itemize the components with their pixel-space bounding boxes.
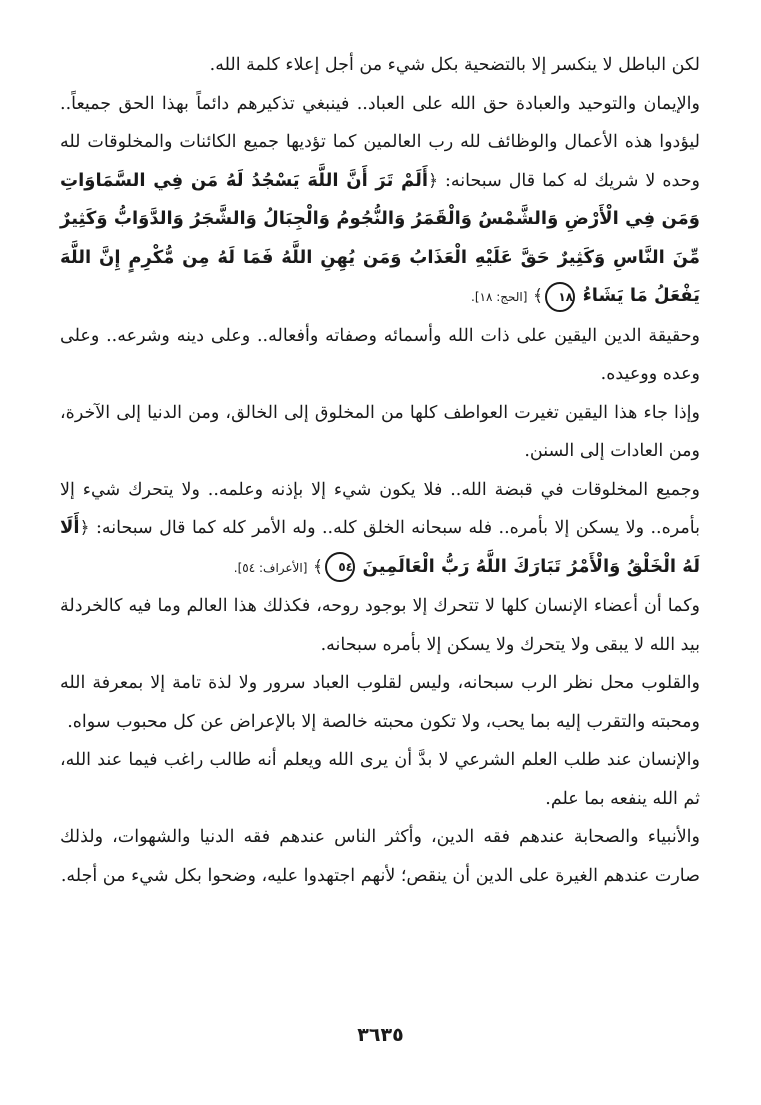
quran-close-bracket: ﴾ [313, 556, 323, 577]
paragraph-text: وكما أن أعضاء الإنسان كلها لا تتحرك إلا بوجود روحه، فكذلك هذا العالم وما فيه كالخردلة بيد الله لا يبقى ولا يتحرك ولا يسكن إلا بأمره سبحانه. [60, 596, 700, 655]
quran-verse: أَلَمْ تَرَ أَنَّ اللَّهَ يَسْجُدُ لَهُ مَن فِي السَّمَاوَاتِ وَمَن فِي الْأَرْضِ وَالشَّمْسُ وَالْقَمَرُ وَالنُّجُومُ وَالْجِبَالُ وَالشَّجَرُ وَالدَّوَابُّ وَكَثِيرٌ مِّنَ النَّاسِ وَكَثِيرٌ حَقَّ عَلَيْهِ الْعَذَابُ وَمَن يُهِنِ اللَّهُ فَمَا لَهُ مِن مُّكْرِمٍ إِنَّ اللَّهَ يَفْعَلُ مَا يَشَاءُ [60, 169, 700, 306]
paragraph [60, 394, 700, 471]
paragraph [60, 85, 700, 317]
paragraph [60, 664, 700, 741]
paragraph-text: والإنسان عند طلب العلم الشرعي لا بدَّ أن يرى الله ويعلم أنه طالب راغب فيما عند الله، ثم الله ينفعه بما علم. [60, 750, 700, 809]
ayah-number-marker: ١٨ [545, 282, 575, 312]
paragraph-text: وإذا جاء هذا اليقين تغيرت العواطف كلها من المخلوق إلى الخالق، ومن الدنيا إلى الآخرة، ومن العادات إلى السنن. [60, 402, 700, 461]
quran-open-bracket: ﴿ [79, 518, 90, 538]
paragraph-text: والأنبياء والصحابة عندهم فقه الدين، وأكثر الناس عندهم فقه الدنيا والشهوات، ولذلك صارت عندهم الغيرة على الدين أن ينقص؛ لأنهم اجتهدوا عليه، وضحوا بكل شيء من أجله. [60, 827, 700, 886]
verse-reference: [الحج: ١٨]. [471, 290, 528, 304]
paragraph [60, 471, 700, 588]
paragraph-text: والإيمان والتوحيد والعبادة حق الله على العباد.. فينبغي تذكيرهم دائماً بهذا الحق جميعاً.. ليؤدوا هذه الأعمال والوظائف لله رب العالمين كما تؤديها جميع الكائنات والمخلوقات لله وحده لا شريك له كما قال سبحانه: [60, 93, 700, 191]
paragraph-text: وجميع المخلوقات في قبضة الله.. فلا يكون شيء إلا بإذنه وعلمه.. ولا يتحرك شيء إلا بأمره.. ولا يسكن إلا بأمره.. فله سبحانه الخلق كله.. وله الأمر كله كما قال سبحانه: [60, 479, 700, 538]
paragraph-text: وحقيقة الدين اليقين على ذات الله وأسمائه وصفاته وأفعاله.. وعلى دينه وشرعه.. وعلى وعده ووعيده. [60, 325, 700, 384]
paragraph [60, 317, 700, 394]
quran-open-bracket: ﴿ [428, 170, 439, 191]
verse-reference: [الأعراف: ٥٤]. [233, 560, 308, 575]
paragraph [60, 818, 700, 895]
quran-verse: أَلَا لَهُ الْخَلْقُ وَالْأَمْرُ تَبَارَكَ اللَّهُ رَبُّ الْعَالَمِينَ [60, 517, 700, 577]
page-body [60, 46, 700, 895]
paragraph [60, 587, 700, 664]
page-number: ٣٦٣٥ [357, 1024, 404, 1046]
quran-close-bracket: ﴾ [533, 286, 543, 306]
paragraph [60, 46, 700, 85]
paragraph [60, 741, 700, 818]
paragraph-text: لكن الباطل لا ينكسر إلا بالتضحية بكل شيء من أجل إعلاء كلمة الله. [209, 55, 700, 75]
paragraph-text: والقلوب محل نظر الرب سبحانه، وليس لقلوب العباد سرور ولا لذة تامة إلا بمعرفة الله ومحبته والتقرب إليه بما يحب، ولا تكون محبته خالصة إلا بالإعراض عن كل محبوب سواه. [60, 673, 700, 732]
ayah-number-marker: ٥٤ [325, 552, 355, 582]
